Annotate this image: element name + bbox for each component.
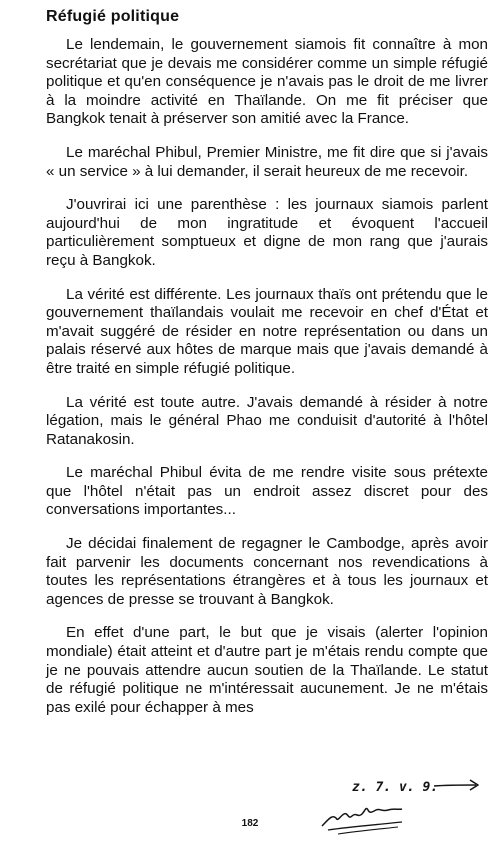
section-heading: Réfugié politique <box>46 8 180 25</box>
paragraph: Le lendemain, le gouvernement siamois fit connaître à mon secrétariat que je devais me considérer comme un simple réfugié politique et qu'en conséquence je n'avais pas le droit de me livrer à la moindre activité en Thaïlande. On me fit préciser que Bangkok tenait à préserver son amitié avec la France. <box>46 36 488 128</box>
paragraph: J'ouvrirai ici une parenthèse : les journaux siamois parlent aujourd'hui de mon ingratitude et évoquent l'accueil particulièrement somptueux et digne de mon rang que j'aurais reçu à Bangkok. <box>46 196 488 269</box>
body-text <box>46 36 488 717</box>
paragraph: Le maréchal Phibul évita de me rendre visite sous prétexte que l'hôtel n'était pas un endroit assez discret pour des conversations importantes... <box>46 464 488 519</box>
arrow-icon <box>432 778 482 792</box>
paragraph: Le maréchal Phibul, Premier Ministre, me fit dire que si j'avais « un service » à lui demander, il serait heureux de me recevoir. <box>46 143 488 180</box>
paragraph: La vérité est différente. Les journaux thaïs ont prétendu que le gouvernement thaïlandais voulait me recevoir en chef d'État et m'avait suggéré de résider en notre représentation ou dans un palais réservé aux hôtes de marque mais que j'avais demandé à être traité en simple réfugié politique. <box>46 285 488 377</box>
paragraph: En effet d'une part, le but que je visais (alerter l'opinion mondiale) était atteint et d'autre part je m'étais rendu compte que je ne pouvais attendre aucun soutien de la Thaïlande. Le statut de réfugié politique ne m'intéressait aucunement. Je ne m'étais pas exilé pour échapper à mes <box>46 624 488 716</box>
paragraph: La vérité est toute autre. J'avais demandé à résider à notre légation, mais le général Phao me conduisit d'autorité à l'hôtel Ratanakosin. <box>46 393 488 448</box>
handwritten-annotation: z. 7. v. 9. <box>352 780 439 795</box>
page-number: 182 <box>241 818 259 829</box>
paragraph: Je décidai finalement de regagner le Cambodge, après avoir fait parvenir les documents concernant nos revendications à toutes les représentations étrangères et à tous les journaux et agences de presse se trouvant à Bangkok. <box>46 535 488 608</box>
